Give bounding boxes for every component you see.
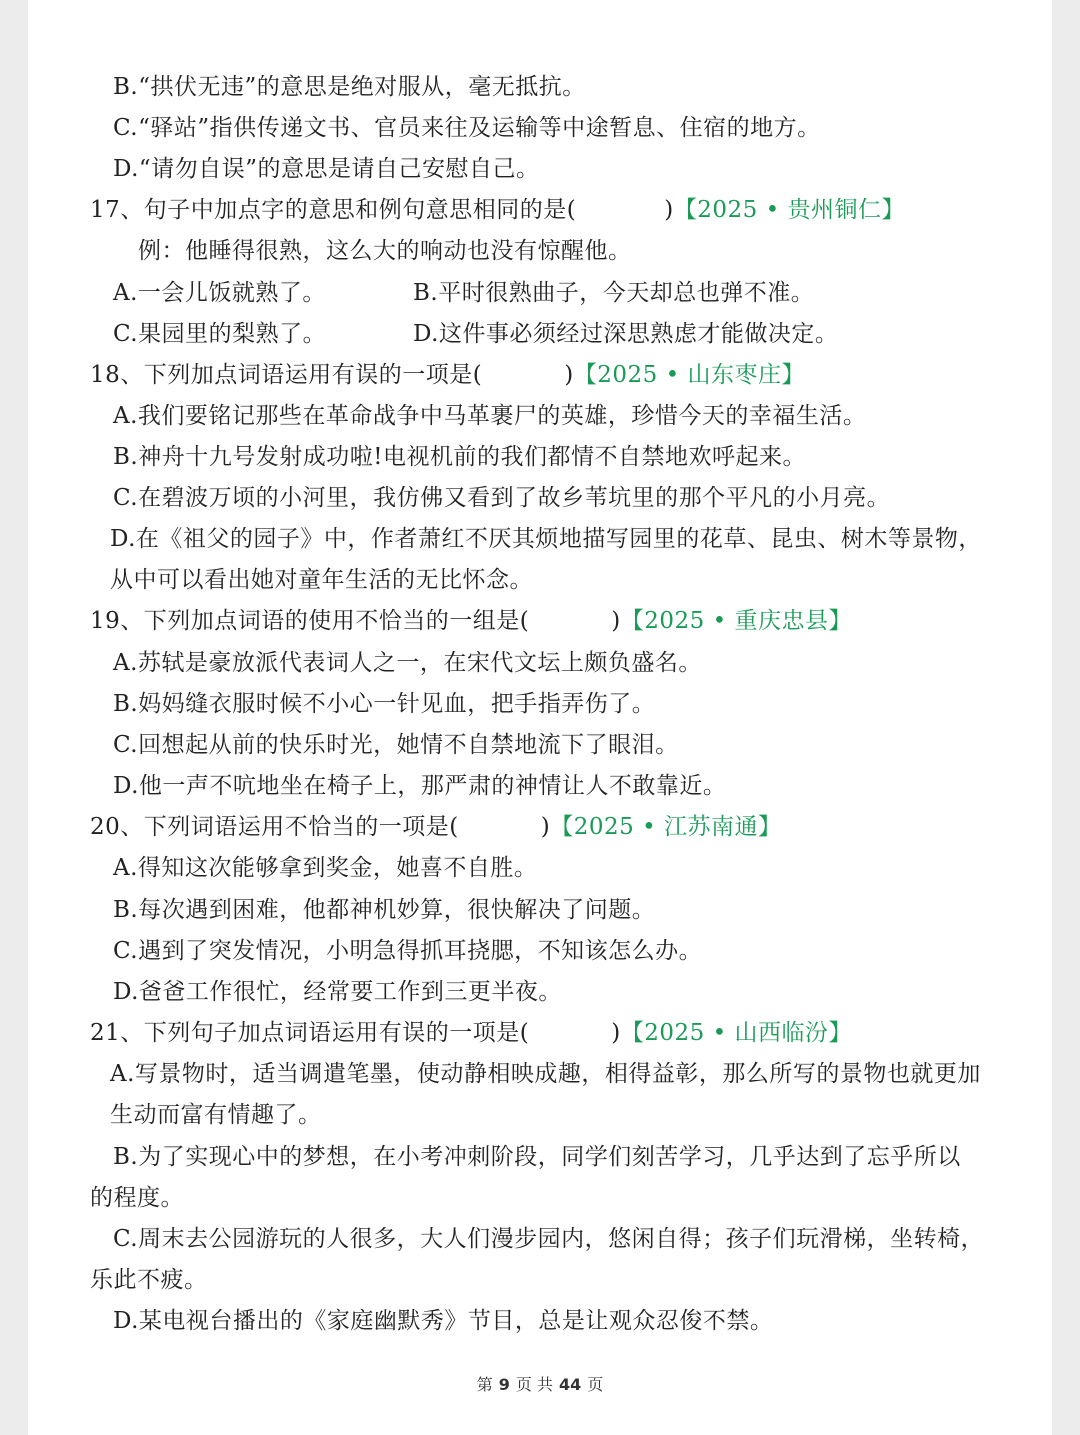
q18-option-c: C.在碧波万顷的小河里，我仿佛又看到了故乡苇坑里的那个平凡的小月亮。 (113, 485, 891, 511)
q20-option-a: A.得知这次能够拿到奖金，她喜不自胜。 (113, 855, 538, 881)
question-number: 19、 (90, 608, 144, 634)
q19-option-a: A.苏轼是豪放派代表词人之一，在宋代文坛上颇负盛名。 (113, 650, 702, 676)
q16-option-c: C.“驿站”指供传递文书、官员来往及运输等中途暂息、住宿的地方。 (113, 115, 821, 141)
question-21-stem: 21、下列句子加点词语运用有误的一项是( )【2025 • 山西临汾】 (90, 1020, 852, 1046)
source-tag: 【2025 • 重庆忠县】 (620, 608, 852, 634)
q18-option-a: A.我们要铭记那些在革命战争中马革裹尸的英雄，珍惜今天的幸福生活。 (113, 403, 867, 429)
q19-option-c: C.回想起从前的快乐时光，她情不自禁地流下了眼泪。 (113, 732, 679, 758)
q20-option-b: B.每次遇到困难，他都神机妙算，很快解决了问题。 (113, 897, 656, 923)
question-text: 下列加点词语的使用不恰当的一组是( (143, 608, 530, 634)
question-text: 下列加点词语运用有误的一项是( (143, 362, 483, 388)
q16-option-d: D.“请勿自误”的意思是请自己安慰自己。 (113, 156, 540, 182)
q21-option-a-line1: A.写景物时，适当调遣笔墨，使动静相映成趣，相得益彰，那么所写的景物也就更加 (110, 1061, 981, 1087)
q21-option-b-line2: 的程度。 (90, 1185, 184, 1211)
question-text: 下列词语运用不恰当的一项是( (143, 814, 459, 840)
document-page (28, 0, 1052, 1435)
q21-option-c-line1: C.周末去公园游玩的人很多，大人们漫步园内，悠闲自得；孩子们玩滑梯，坐转椅， (113, 1226, 985, 1252)
q21-option-c-line2: 乐此不疲。 (90, 1267, 208, 1293)
q17-option-c: C.果园里的梨熟了。 (113, 321, 327, 347)
source-tag: 【2025 • 江苏南通】 (550, 814, 782, 840)
question-number: 18、 (90, 362, 144, 388)
question-number: 17、 (90, 197, 144, 223)
question-number: 21、 (90, 1020, 144, 1046)
question-text: 下列句子加点词语运用有误的一项是( (143, 1020, 530, 1046)
total-page-count: 44 (558, 1375, 582, 1394)
q18-option-d-line1: D.在《祖父的园子》中，作者萧红不厌其烦地描写园里的花草、昆虫、树木等景物， (110, 526, 982, 552)
q19-option-d: D.他一声不吭地坐在椅子上，那严肃的神情让人不敢靠近。 (113, 773, 727, 799)
q21-option-b-line1: B.为了实现心中的梦想，在小考冲刺阶段，同学们刻苦学习，几乎达到了忘乎所以 (113, 1144, 961, 1170)
q17-option-b: B.平时很熟曲子，今天却总也弹不准。 (413, 280, 815, 306)
q21-option-d: D.某电视台播出的《家庭幽默秀》节目，总是让观众忍俊不禁。 (113, 1308, 774, 1334)
question-number: 20、 (90, 814, 144, 840)
question-19-stem: 19、下列加点词语的使用不恰当的一组是( )【2025 • 重庆忠县】 (90, 608, 852, 634)
q18-option-d-line2: 从中可以看出她对童年生活的无比怀念。 (110, 567, 533, 593)
q17-example: 例：他睡得很熟，这么大的响动也没有惊醒他。 (138, 238, 632, 264)
question-17-stem: 17、句子中加点字的意思和例句意思相同的是( )【2025 • 贵州铜仁】 (90, 197, 905, 223)
q16-option-b: B.“拱伏无违”的意思是绝对服从，毫无抵抗。 (113, 74, 586, 100)
q19-option-b: B.妈妈缝衣服时候不小心一针见血，把手指弄伤了。 (113, 691, 656, 717)
question-18-stem: 18、下列加点词语运用有误的一项是( )【2025 • 山东枣庄】 (90, 362, 805, 388)
source-tag: 【2025 • 山东枣庄】 (573, 362, 805, 388)
question-20-stem: 20、下列词语运用不恰当的一项是( )【2025 • 江苏南通】 (90, 814, 782, 840)
q17-option-d: D.这件事必须经过深思熟虑才能做决定。 (413, 321, 839, 347)
source-tag: 【2025 • 山西临汾】 (620, 1020, 852, 1046)
source-tag: 【2025 • 贵州铜仁】 (673, 197, 905, 223)
page-footer: 第 9 页 共 44 页 (476, 1375, 604, 1394)
q20-option-c: C.遇到了突发情况，小明急得抓耳挠腮，不知该怎么办。 (113, 938, 703, 964)
q21-option-a-line2: 生动而富有情趣了。 (110, 1102, 322, 1128)
current-page-number: 9 (498, 1375, 510, 1394)
question-text: 句子中加点字的意思和例句意思相同的是( (143, 197, 577, 223)
q18-option-b: B.神舟十九号发射成功啦!电视机前的我们都情不自禁地欢呼起来。 (113, 444, 806, 470)
q20-option-d: D.爸爸工作很忙，经常要工作到三更半夜。 (113, 979, 562, 1005)
q17-option-a: A.一会儿饭就熟了。 (113, 280, 326, 306)
